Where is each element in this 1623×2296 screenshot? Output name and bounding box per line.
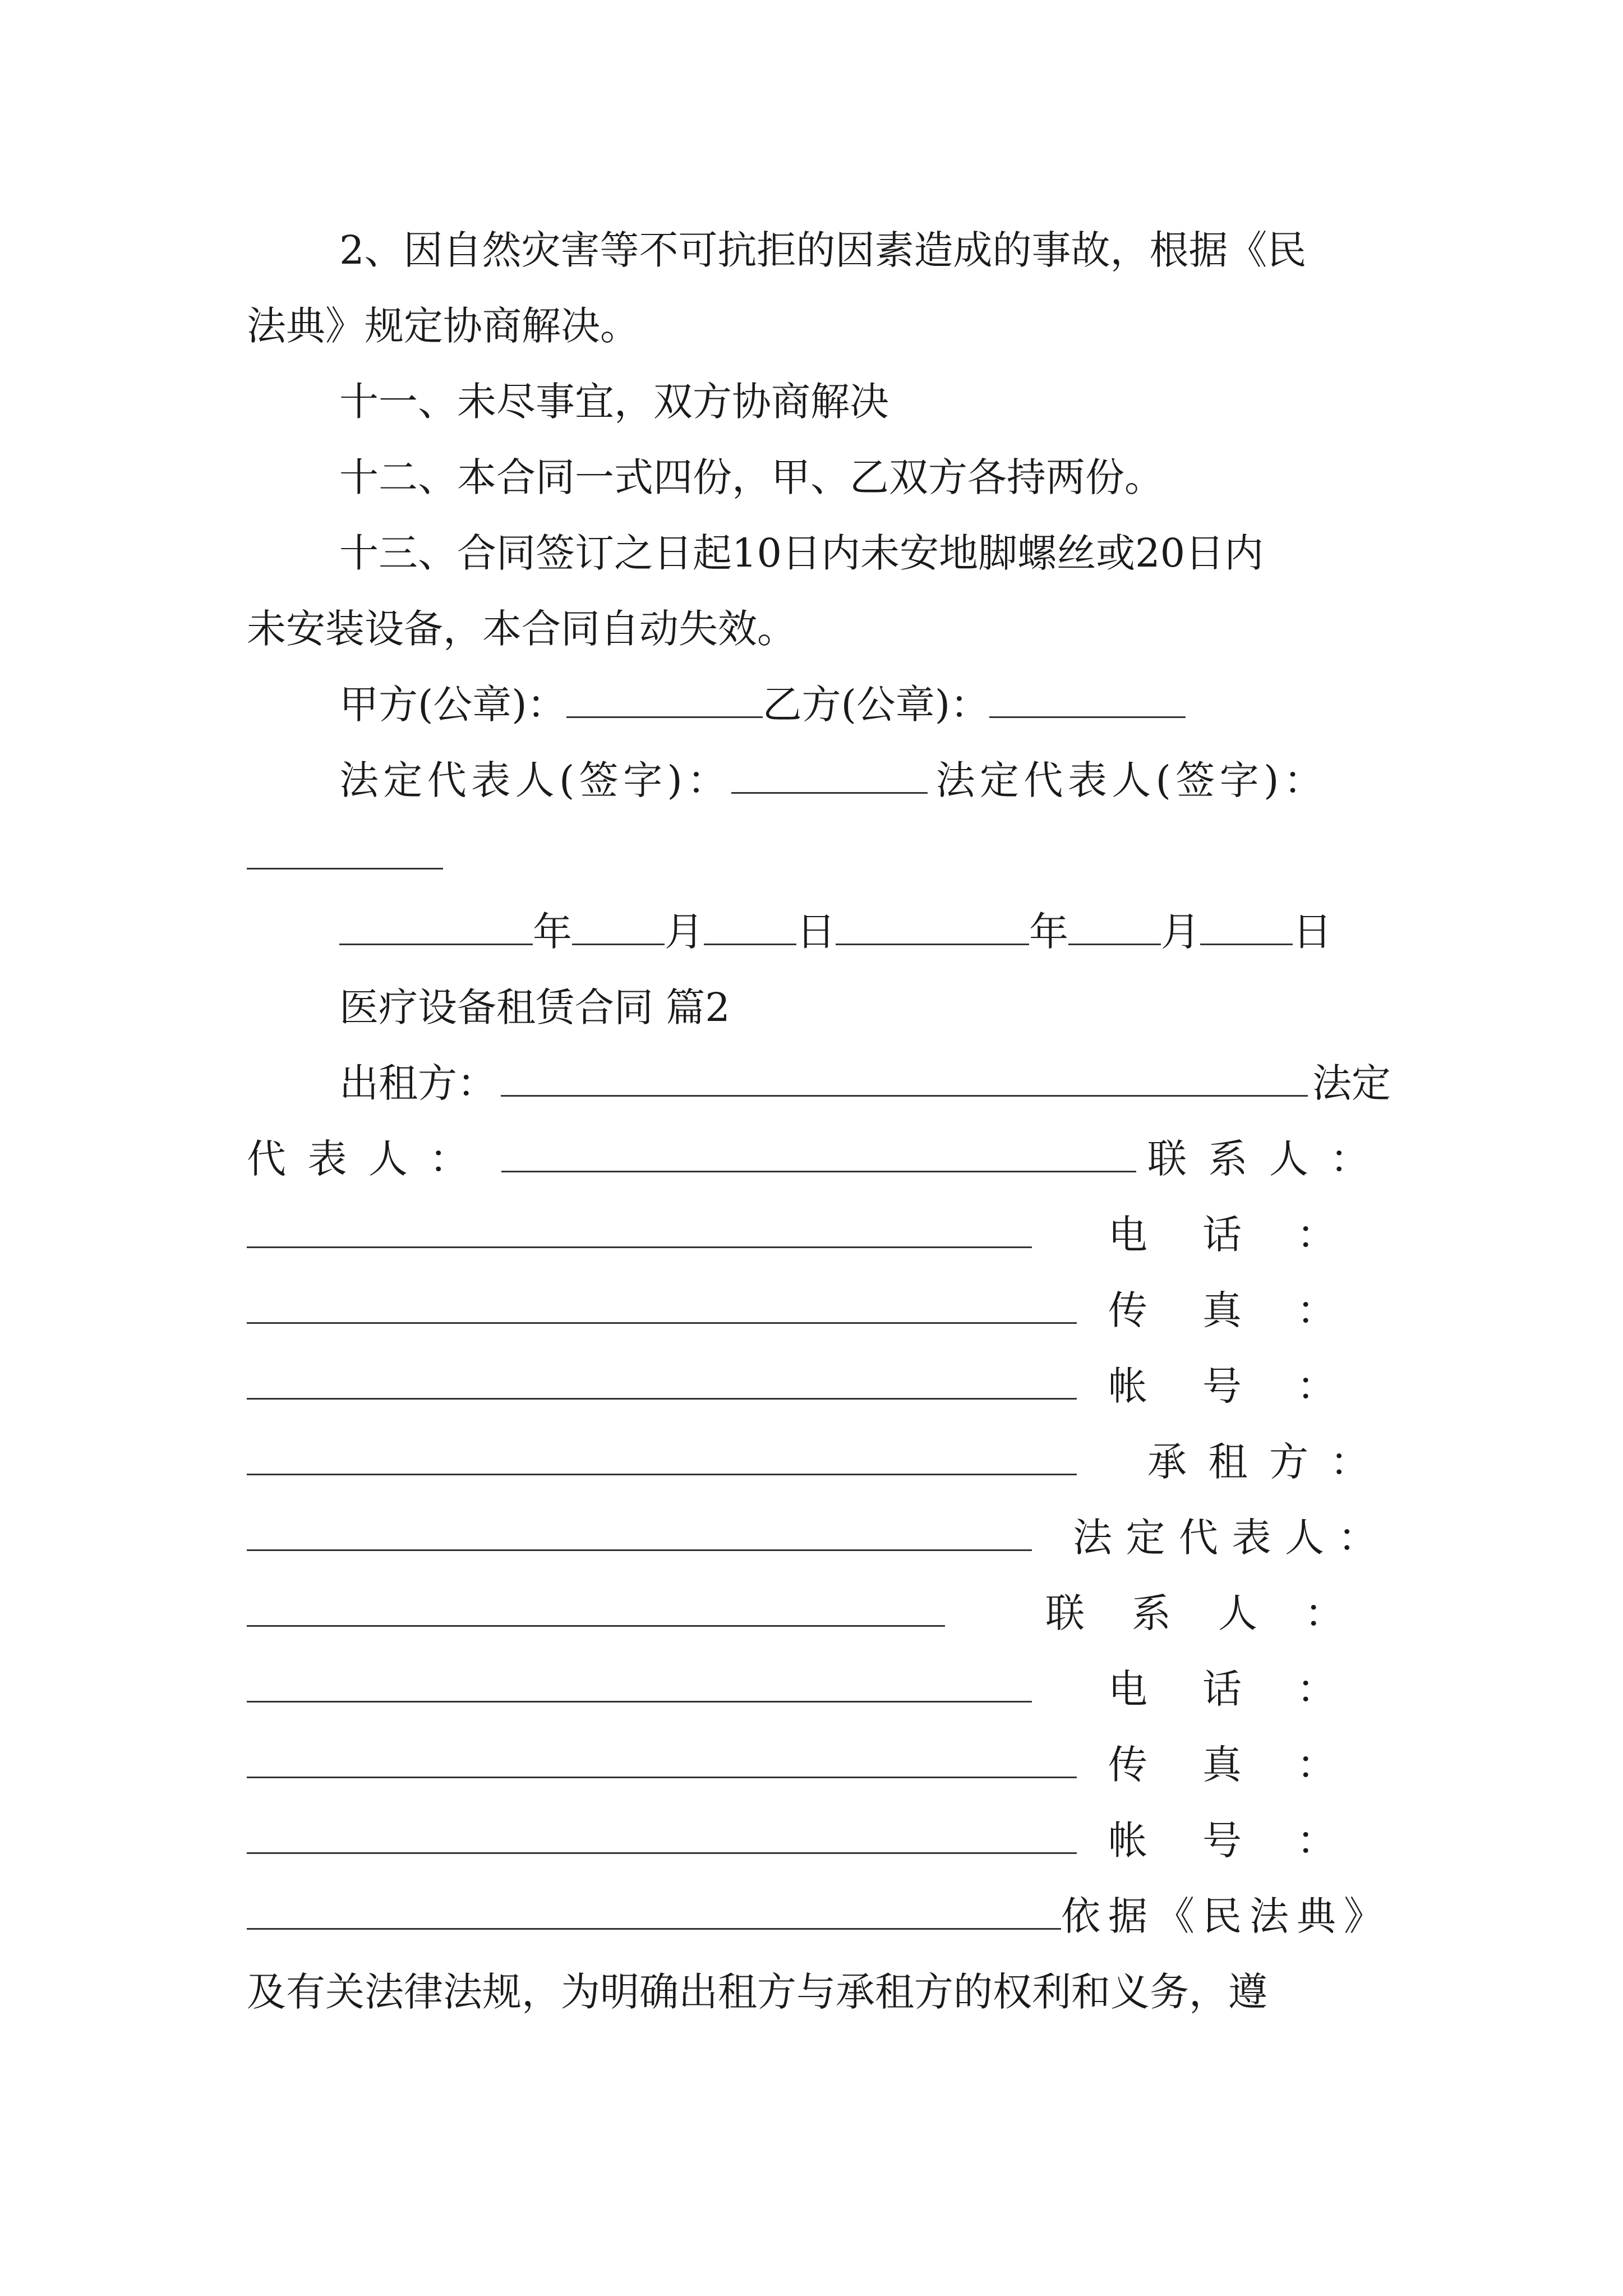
year-a-label: 年: [533, 908, 572, 955]
lessee-account-label: 帐号：: [1108, 1817, 1391, 1864]
lessor-fax-line: [247, 1343, 1391, 1422]
lessee-contact-line: [247, 1646, 1391, 1725]
lessor-label: 出租方：: [339, 1060, 496, 1106]
legal-rep-b-blank-line: [247, 813, 1391, 892]
lessee-fax-line: [247, 1798, 1391, 1876]
lessor-fax-blank[interactable]: [247, 1366, 1077, 1400]
text: 未安装设备，本合同自动失效。: [247, 605, 796, 652]
text: 及有关法律法规，为明确出租方与承租方的权利和义务，遵: [247, 1968, 1267, 2015]
text: 十一、未尽事宜，双方协商解决: [339, 378, 889, 425]
clause-2-line-2: [247, 283, 1391, 362]
day-a-blank[interactable]: [704, 912, 796, 945]
lessee-phone-label: 电话：: [1108, 1665, 1391, 1712]
lessor-account-line: [247, 1419, 1391, 1498]
legal-rep-suffix: 代表人：: [247, 1135, 490, 1182]
seal-line: [339, 662, 1391, 740]
lessee-fax-label: 传真：: [1108, 1741, 1391, 1788]
year-b-label: 年: [1029, 908, 1068, 955]
lessee-legal-rep-label: 法定代表人：: [1073, 1514, 1391, 1561]
legal-rep-a-label: 法定代表人(签字)：: [339, 757, 731, 803]
day-b-blank[interactable]: [1200, 912, 1293, 945]
basis-line: [247, 1949, 1391, 2028]
clause-2-line-1: [339, 208, 1391, 286]
month-a-blank[interactable]: [572, 912, 665, 945]
lessee-phone-line: [247, 1722, 1391, 1801]
clause-13-line-1: [339, 510, 1391, 589]
lessee-blank[interactable]: [247, 1518, 1032, 1551]
lessee-fax-blank[interactable]: [247, 1821, 1077, 1854]
basis-tail: 依据《民法典》: [1061, 1893, 1391, 1939]
date-line: [339, 889, 1391, 968]
lessor-legal-rep-blank[interactable]: [501, 1139, 1136, 1172]
lessor-blank[interactable]: [501, 1064, 1308, 1097]
month-a-label: 月: [665, 908, 704, 955]
lessor-account-blank[interactable]: [247, 1442, 1077, 1475]
legal-rep-sign-line: [339, 738, 1391, 816]
text: 医疗设备租赁合同 篇2: [339, 984, 730, 1030]
lessee-legal-rep-line: [247, 1571, 1391, 1649]
party-a-seal-label: 甲方(公章)：: [339, 681, 566, 728]
lessor-contact-label: 联系人：: [1147, 1135, 1391, 1182]
party-b-seal-blank[interactable]: [989, 685, 1186, 718]
month-b-blank[interactable]: [1068, 912, 1161, 945]
lessee-phone-blank[interactable]: [247, 1745, 1077, 1778]
year-a-blank[interactable]: [339, 912, 533, 945]
lessor-contact-line: [247, 1192, 1391, 1271]
lessee-label: 承租方：: [1147, 1438, 1391, 1485]
lessor-fax-label: 传真：: [1108, 1287, 1391, 1333]
month-b-label: 月: [1161, 908, 1200, 955]
lessee-line: [247, 1495, 1391, 1573]
text: 2、因自然灾害等不可抗拒的因素造成的事故，根据《民: [339, 227, 1307, 273]
lessee-account-line: [247, 1874, 1391, 1952]
lessee-legal-rep-blank[interactable]: [247, 1594, 945, 1627]
section-2-title: [339, 965, 1391, 1043]
lessor-phone-line: [247, 1268, 1391, 1346]
clause-11: [339, 359, 1391, 438]
clause-12: [339, 435, 1391, 513]
lessor-phone-blank[interactable]: [247, 1291, 1077, 1324]
legal-rep-b-blank[interactable]: [247, 836, 443, 869]
year-b-blank[interactable]: [836, 912, 1029, 945]
legal-rep-a-blank[interactable]: [731, 761, 928, 794]
lessee-contact-blank[interactable]: [247, 1669, 1032, 1703]
text: 十三、合同签订之日起10日内未安地脚螺丝或20日内: [339, 530, 1264, 576]
lessor-account-label: 帐号：: [1108, 1363, 1391, 1409]
legal-rep-prefix: 法定: [1312, 1060, 1391, 1106]
lessee-contact-label: 联系人：: [1045, 1590, 1391, 1636]
clause-13-line-2: [247, 586, 1391, 665]
lessor-phone-label: 电话：: [1108, 1211, 1391, 1258]
lessor-line: [339, 1041, 1391, 1119]
lessor-legal-rep-line: [247, 1116, 1391, 1195]
day-b-label: 日: [1293, 908, 1332, 955]
text: 法典》规定协商解决。: [247, 302, 639, 349]
party-b-seal-label: 乙方(公章)：: [762, 681, 990, 728]
legal-rep-b-label: 法定代表人(签字)：: [935, 757, 1328, 803]
day-a-label: 日: [796, 908, 836, 955]
lessee-account-blank[interactable]: [247, 1897, 1061, 1930]
text: 十二、本合同一式四份，甲、乙双方各持两份。: [339, 454, 1164, 500]
lessor-contact-blank[interactable]: [247, 1215, 1032, 1248]
party-a-seal-blank[interactable]: [566, 685, 763, 718]
